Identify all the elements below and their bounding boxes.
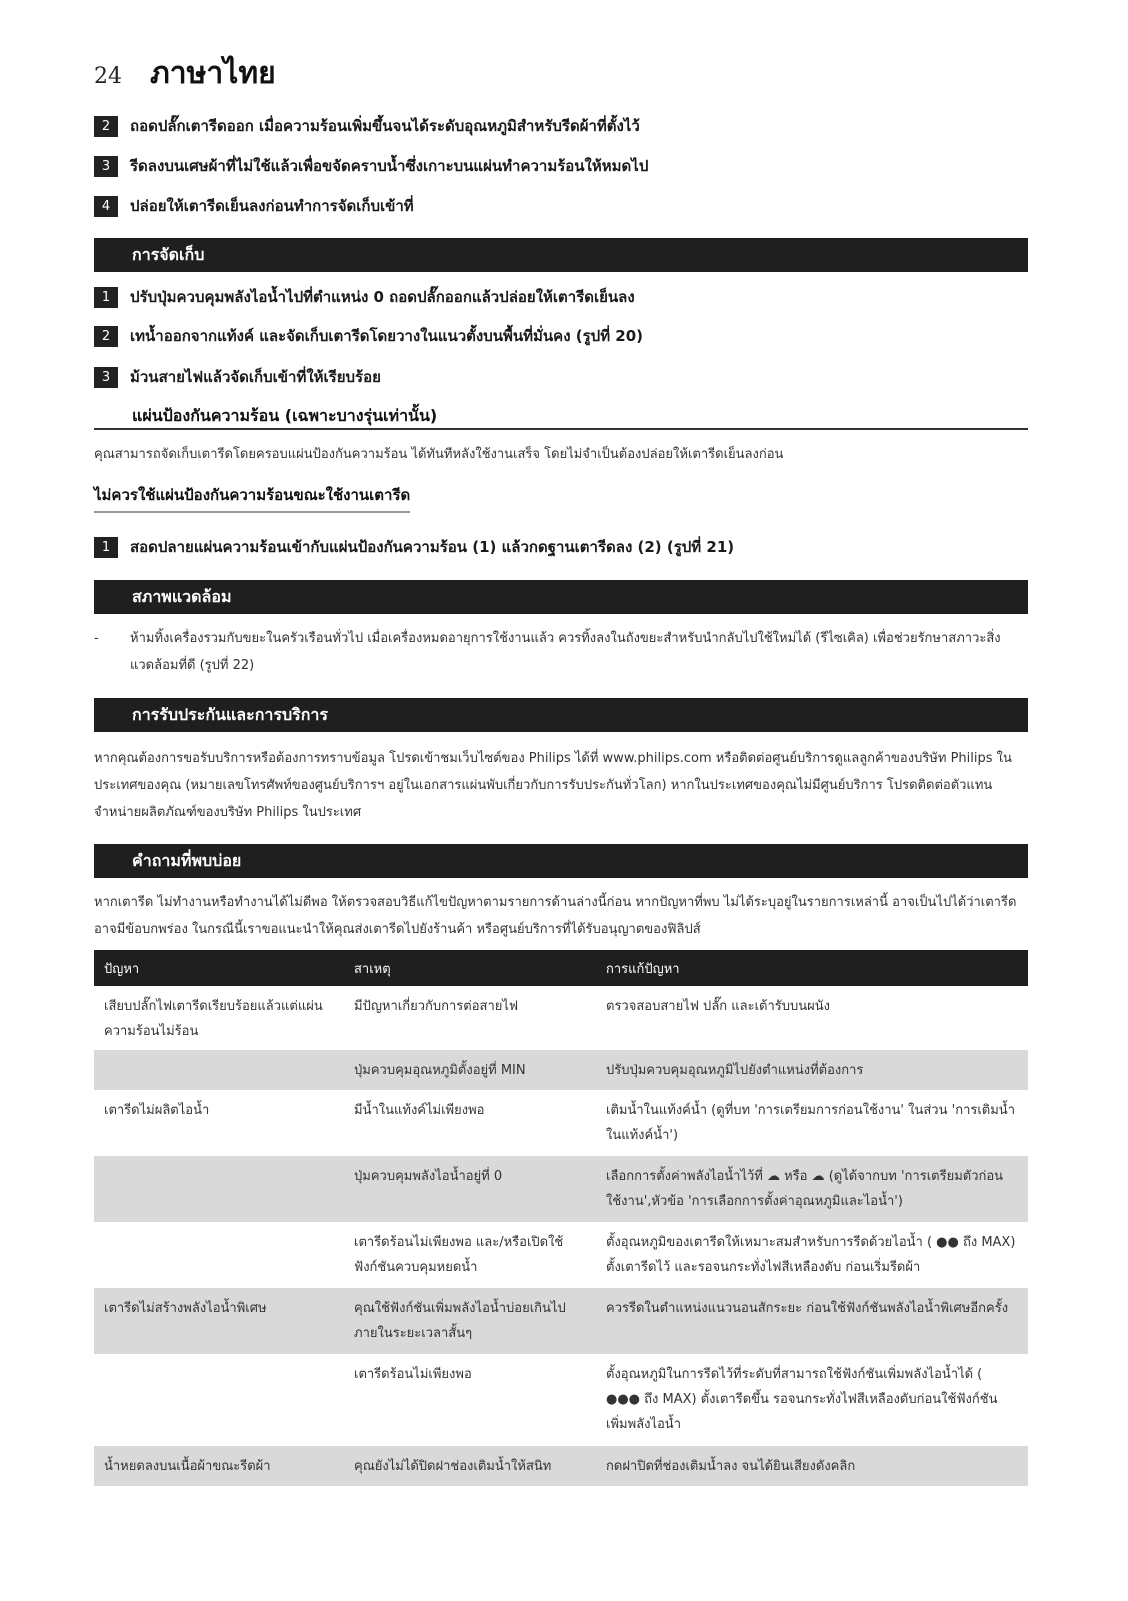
table-cell: ปุ่มควบคุมอุณหภูมิตั้งอยู่ที่ MIN [344,1050,596,1090]
table-cell: เตารีดไม่ผลิตไอน้ำ [104,1103,210,1118]
table-cell: เตารีดร้อนไม่เพียงพอ และ/หรือเปิดใช้ฟังก์ชันควบคุมหยดน้ำ [354,1235,564,1275]
step-number: 1 [94,537,118,558]
faq-table [94,950,1028,1486]
step-item [94,154,648,178]
subsection-title: แผ่นป้องกันความร้อน (เฉพาะบางรุ่นเท่านั้น) [132,406,438,425]
table-row [94,1090,1028,1156]
table-cell: คุณยังไม่ได้ปิดฝาช่องเติมน้ำให้สนิท [344,1446,596,1486]
page-header [94,50,276,97]
paragraph: หากเตารีด ไม่ทำงานหรือทำงานได้ไม่ดีพอ ให้ตรวจสอบวิธีแก้ไขปัญหาตามรายการด้านล่างนี้ก่อน หากปัญหาที่พบ ไม่ได้ระบุอยู่ในรายการเหล่านี้ อาจเป็นไปได้ว่าเตารีดอาจมีข้อบกพร่อง ในกรณีนี้เราขอแนะนำให้คุณส่งเตารีดไปยังร้านค้า หรือศูนย์บริการที่ได้รับอนุญาตของฟิลิปส์ [94,895,1017,937]
step-text: ม้วนสายไฟแล้วจัดเก็บเข้าที่ให้เรียบร้อย [130,368,381,386]
table-cell [94,1354,344,1446]
step-text: รีดลงบนเศษผ้าที่ไม่ใช้แล้วเพื่อขจัดคราบน้ำซึ่งเกาะบนแผ่นทำความร้อนให้หมดไป [130,157,649,175]
step-item [94,535,734,559]
section-bar-environment [94,580,1028,614]
step-number: 1 [94,287,118,308]
step-item [94,194,414,218]
table-cell: ตั้งอุณหภูมิของเตารีดให้เหมาะสมสำหรับการรีดด้วยไอน้ำ ( ●● ถึง MAX) ตั้งเตารีดไว้ และรอจนกระทั่งไฟสีเหลืองดับ ก่อนเริ่มรีดผ้า [606,1235,1016,1275]
page-number: 24 [94,64,122,89]
table-cell: ตั้งอุณหภูมิในการรีดไว้ที่ระดับที่สามารถใช้ฟังก์ชันเพิ่มพลังไอน้ำได้ ( ●●● ถึง MAX) ตั้งเตารีดขึ้น รอจนกระทั่งไฟสีเหลืองดับก่อนใช้ฟังก์ชันเพิ่มพลังไอน้ำ [606,1367,998,1432]
table-row [94,1288,1028,1354]
table-row [94,1446,1028,1486]
section-title: การจัดเก็บ [132,244,205,264]
section-title: คำถามที่พบบ่อย [132,850,242,870]
column-header: สาเหตุ [344,950,596,986]
step-text: สอดปลายแผ่นความร้อนเข้ากับแผ่นป้องกันความร้อน (1) แล้วกดฐานเตารีดลง (2) (รูปที่ 21) [130,538,735,556]
bullet-item [94,625,1028,679]
column-header: ปัญหา [94,950,344,986]
step-text: ปรับปุ่มควบคุมพลังไอน้ำไปที่ตำแหน่ง 0 ถอดปลั๊กออกแล้วปล่อยให้เตารีดเย็นลง [130,288,635,306]
section-title: การรับประกันและการบริการ [132,704,328,724]
table-cell: คุณใช้ฟังก์ชันเพิ่มพลังไอน้ำบ่อยเกินไปภายในระยะเวลาสั้นๆ [344,1288,596,1354]
step-number: 3 [94,367,118,388]
table-header-row [94,950,1028,986]
section-bar-warranty [94,698,1028,732]
table-cell: ปุ่มควบคุมพลังไอน้ำอยู่ที่ 0 [344,1156,596,1222]
step-number: 4 [94,196,118,217]
page-title: ภาษาไทย [150,56,276,91]
step-item [94,285,635,309]
table-cell: มีน้ำในแท้งค์ไม่เพียงพอ [354,1103,485,1118]
bullet-dash: - [94,631,99,646]
table-cell: ควรรีดในตำแหน่งแนวนอนสักระยะ ก่อนใช้ฟังก์ชันพลังไอน้ำพิเศษอีกครั้ง [596,1288,1028,1354]
section-bar-faq [94,844,1028,878]
step-number: 3 [94,156,118,177]
table-cell: เตารีดร้อนไม่เพียงพอ [354,1367,472,1382]
warning-text: ไม่ควรใช้แผ่นป้องกันความร้อนขณะใช้งานเตารีด [94,483,410,513]
table-cell: มีปัญหาเกี่ยวกับการต่อสายไฟ [354,999,519,1014]
table-cell: เติมน้ำในแท้งค์น้ำ (ดูที่บท 'การเตรียมการก่อนใช้งาน' ในส่วน 'การเติมน้ำในแท้งค์น้ำ') [606,1103,1015,1143]
step-text: ปล่อยให้เตารีดเย็นลงก่อนทำการจัดเก็บเข้าที่ [130,197,414,215]
bullet-text: ห้ามทิ้งเครื่องรวมกับขยะในครัวเรือนทั่วไป เมื่อเครื่องหมดอายุการใช้งานแล้ว ควรทิ้งลงในถังขยะสำหรับนำกลับไปใช้ใหม่ได้ (รีไซเคิล) เพื่อช่วยรักษาสภาวะสิ่งแวดล้อมที่ดี (รูปที่ 22) [130,631,1001,673]
table-cell: เลือกการตั้งค่าพลังไอน้ำไว้ที่ ☁ หรือ ☁ (ดูได้จากบท 'การเตรียมตัวก่อนใช้งาน',หัวข้อ 'การเลือกการตั้งค่าอุณหภูมิและไอน้ำ') [596,1156,1028,1222]
section-bar-storage [94,238,1028,272]
section-title: สภาพแวดล้อม [132,586,232,606]
table-cell [94,1222,344,1288]
step-item [94,365,381,389]
step-number: 2 [94,326,118,347]
table-cell [94,1050,344,1090]
step-item [94,114,640,138]
table-cell: กดฝาปิดที่ช่องเติมน้ำลง จนได้ยินเสียงดังคลิก [596,1446,1028,1486]
step-text: เทน้ำออกจากแท้งค์ และจัดเก็บเตารีดโดยวางในแนวตั้งบนพื้นที่มั่นคง (รูปที่ 20) [130,327,644,345]
column-header: การแก้ปัญหา [596,950,1028,986]
divider [94,428,1028,430]
table-cell: ตรวจสอบสายไฟ ปลั๊ก และเต้ารับบนผนัง [606,999,831,1014]
table-cell: เสียบปลั๊กไฟเตารีดเรียบร้อยแล้วแต่แผ่นความร้อนไม่ร้อน [104,999,323,1039]
table-cell: เตารีดไม่สร้างพลังไอน้ำพิเศษ [94,1288,344,1354]
paragraph: คุณสามารถจัดเก็บเตารีดโดยครอบแผ่นป้องกันความร้อน ได้ทันทีหลังใช้งานเสร็จ โดยไม่จำเป็นต้องปล่อยให้เตารีดเย็นลงก่อน [94,447,784,462]
table-cell [94,1156,344,1222]
table-cell: น้ำหยดลงบนเนื้อผ้าขณะรีดผ้า [94,1446,344,1486]
table-row [94,1354,1028,1446]
step-item [94,324,643,348]
table-row [94,1050,1028,1090]
table-row [94,986,1028,1050]
table-row [94,1156,1028,1222]
table-row [94,1222,1028,1288]
step-text: ถอดปลั๊กเตารีดออก เมื่อความร้อนเพิ่มขึ้นจนได้ระดับอุณหภูมิสำหรับรีดผ้าที่ตั้งไว้ [130,117,640,135]
paragraph: หากคุณต้องการขอรับบริการหรือต้องการทราบข้อมูล โปรดเข้าชมเว็บไซต์ของ Philips ได้ที่ www.philips.com หรือติดต่อศูนย์บริการดูแลลูกค้าของบริษัท Philips ในประเทศของคุณ (หมายเลขโทรศัพท์ของศูนย์บริการฯ อยู่ในเอกสารแผ่นพับเกี่ยวกับการรับประกันทั่วโลก) หากในประเทศของคุณไม่มีศูนย์บริการ โปรดติดต่อตัวแทนจำหน่ายผลิตภัณฑ์ของบริษัท Philips ในประเทศ [94,751,1012,820]
table-cell: ปรับปุ่มควบคุมอุณหภูมิไปยังตำแหน่งที่ต้องการ [596,1050,1028,1090]
step-number: 2 [94,116,118,137]
